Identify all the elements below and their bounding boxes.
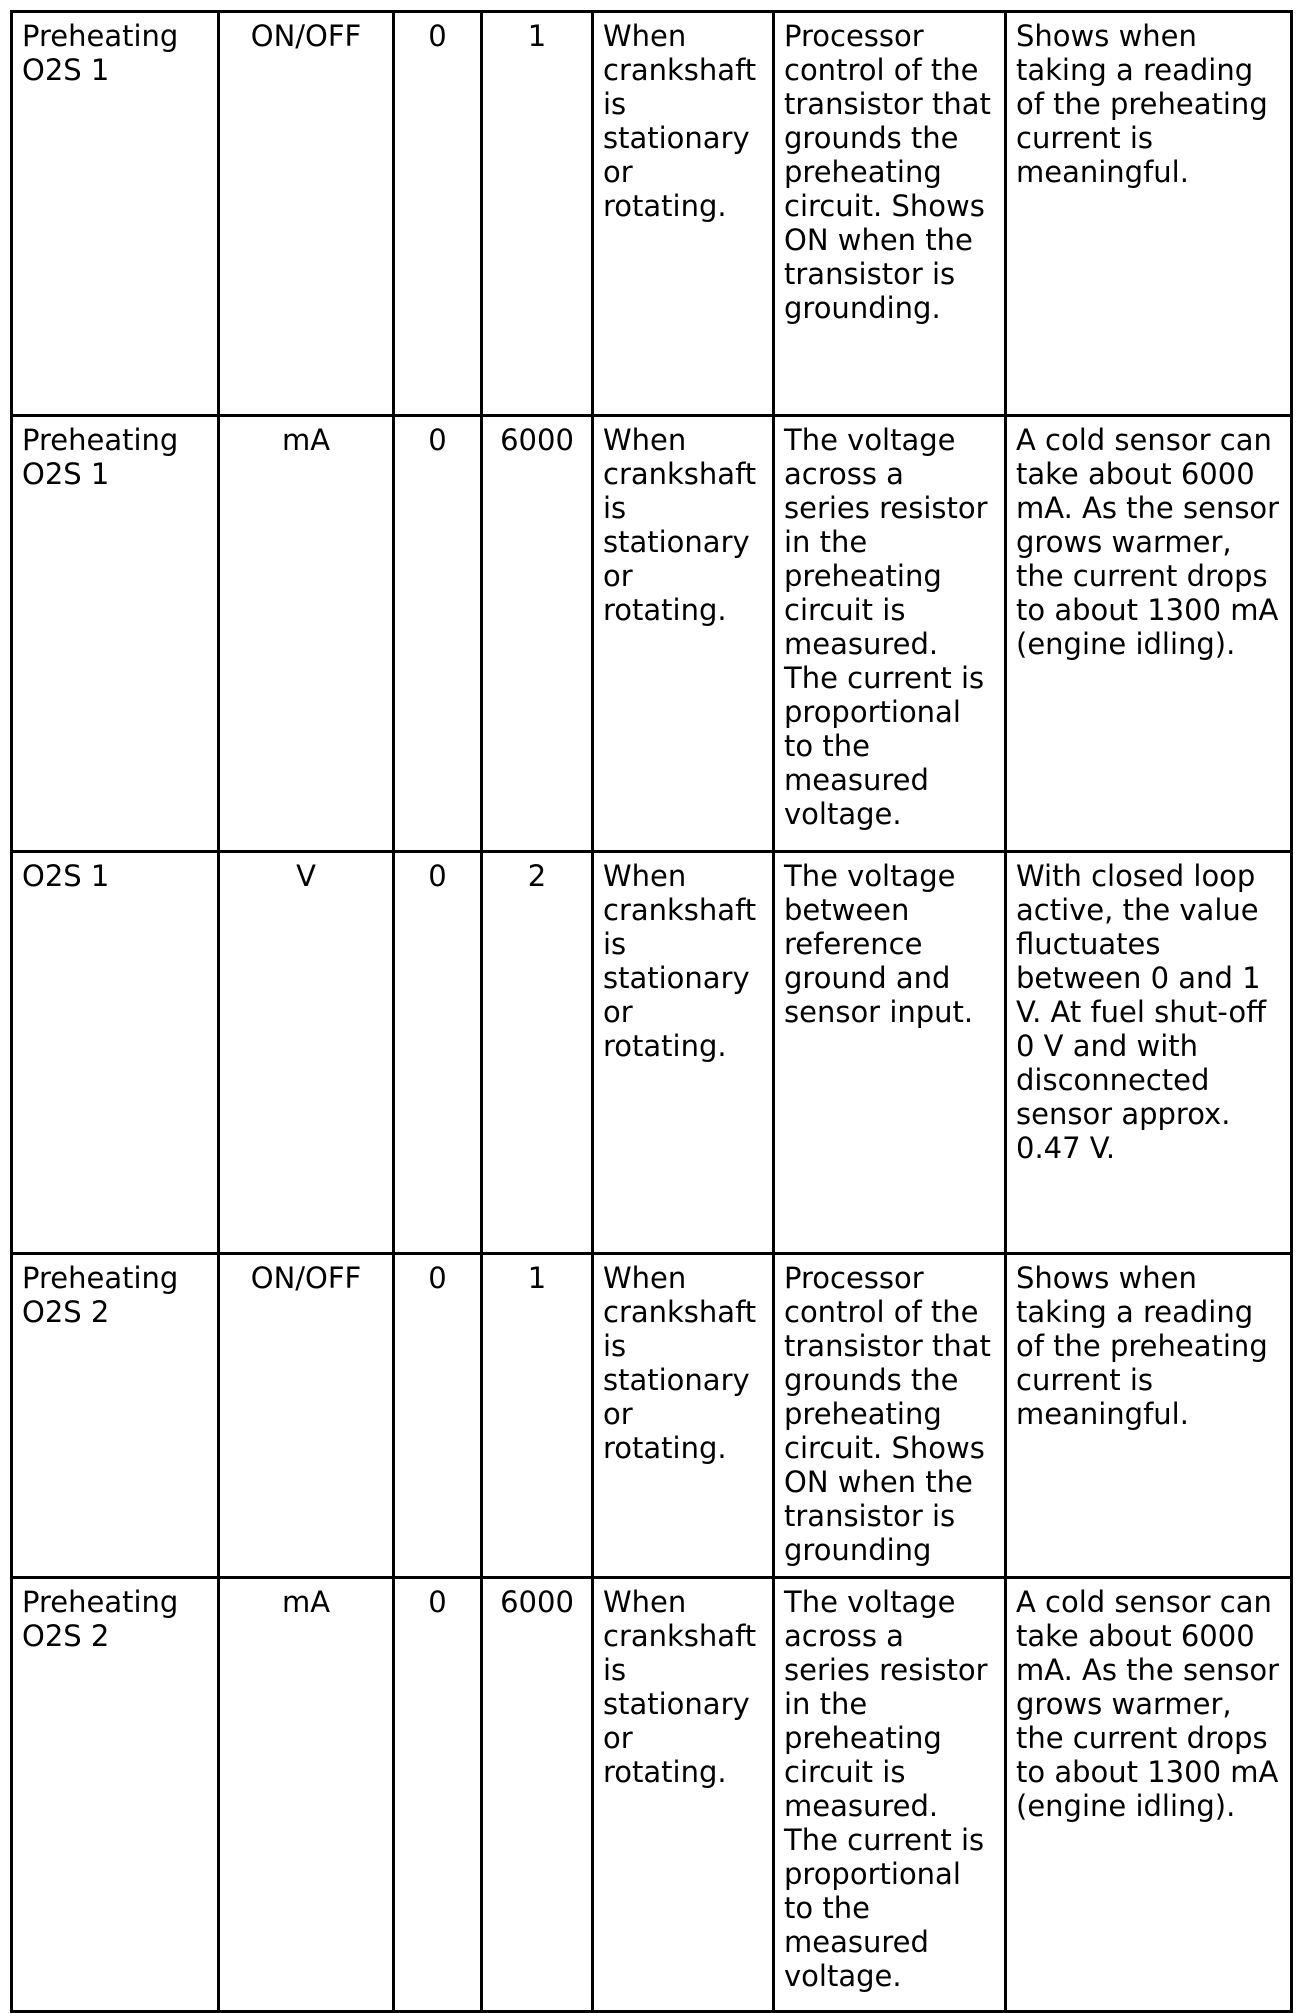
min-value-cell: 0 xyxy=(394,852,482,1254)
parameter-table xyxy=(10,10,1293,2013)
max-value-cell: 6000 xyxy=(482,416,593,852)
unit-cell: mA xyxy=(219,1578,394,2012)
description-cell: Processor control of the transistor that grounds the preheating circuit. Shows ON when the transistor is grounding xyxy=(774,1254,1006,1578)
condition-cell: When crankshaft is stationary or rotating. xyxy=(593,852,774,1254)
note-cell: With closed loop active, the value fluctuates between 0 and 1 V. At fuel shut-off 0 V and with disconnected sensor approx. 0.47 V. xyxy=(1006,852,1292,1254)
max-value-cell: 2 xyxy=(482,852,593,1254)
parameter-name-cell: Preheating O2S 2 xyxy=(12,1578,219,2012)
min-value-cell: 0 xyxy=(394,416,482,852)
parameter-name-cell: Preheating O2S 1 xyxy=(12,416,219,852)
table-row xyxy=(12,852,1292,1254)
condition-cell: When crankshaft is stationary or rotating. xyxy=(593,1578,774,2012)
min-value-cell: 0 xyxy=(394,12,482,416)
unit-cell: mA xyxy=(219,416,394,852)
max-value-cell: 1 xyxy=(482,1254,593,1578)
max-value-cell: 1 xyxy=(482,12,593,416)
description-cell: Processor control of the transistor that grounds the preheating circuit. Shows ON when the transistor is grounding. xyxy=(774,12,1006,416)
description-cell: The voltage across a series resistor in the preheating circuit is measured. The current is proportional to the measured voltage. xyxy=(774,416,1006,852)
parameter-name-cell: O2S 1 xyxy=(12,852,219,1254)
min-value-cell: 0 xyxy=(394,1254,482,1578)
unit-cell: V xyxy=(219,852,394,1254)
condition-cell: When crankshaft is stationary or rotating. xyxy=(593,12,774,416)
description-cell: The voltage across a series resistor in the preheating circuit is measured. The current is proportional to the measured voltage. xyxy=(774,1578,1006,2012)
condition-cell: When crankshaft is stationary or rotating. xyxy=(593,416,774,852)
note-cell: A cold sensor can take about 6000 mA. As the sensor grows warmer, the current drops to about 1300 mA (engine idling). xyxy=(1006,1578,1292,2012)
condition-cell: When crankshaft is stationary or rotating. xyxy=(593,1254,774,1578)
note-cell: Shows when taking a reading of the preheating current is meaningful. xyxy=(1006,1254,1292,1578)
table-row xyxy=(12,416,1292,852)
parameter-name-cell: Preheating O2S 1 xyxy=(12,12,219,416)
unit-cell: ON/OFF xyxy=(219,12,394,416)
parameter-name-cell: Preheating O2S 2 xyxy=(12,1254,219,1578)
description-cell: The voltage between reference ground and sensor input. xyxy=(774,852,1006,1254)
note-cell: Shows when taking a reading of the preheating current is meaningful. xyxy=(1006,12,1292,416)
max-value-cell: 6000 xyxy=(482,1578,593,2012)
table-row xyxy=(12,12,1292,416)
table-row xyxy=(12,1578,1292,2012)
table-row xyxy=(12,1254,1292,1578)
note-cell: A cold sensor can take about 6000 mA. As the sensor grows warmer, the current drops to about 1300 mA (engine idling). xyxy=(1006,416,1292,852)
min-value-cell: 0 xyxy=(394,1578,482,2012)
unit-cell: ON/OFF xyxy=(219,1254,394,1578)
